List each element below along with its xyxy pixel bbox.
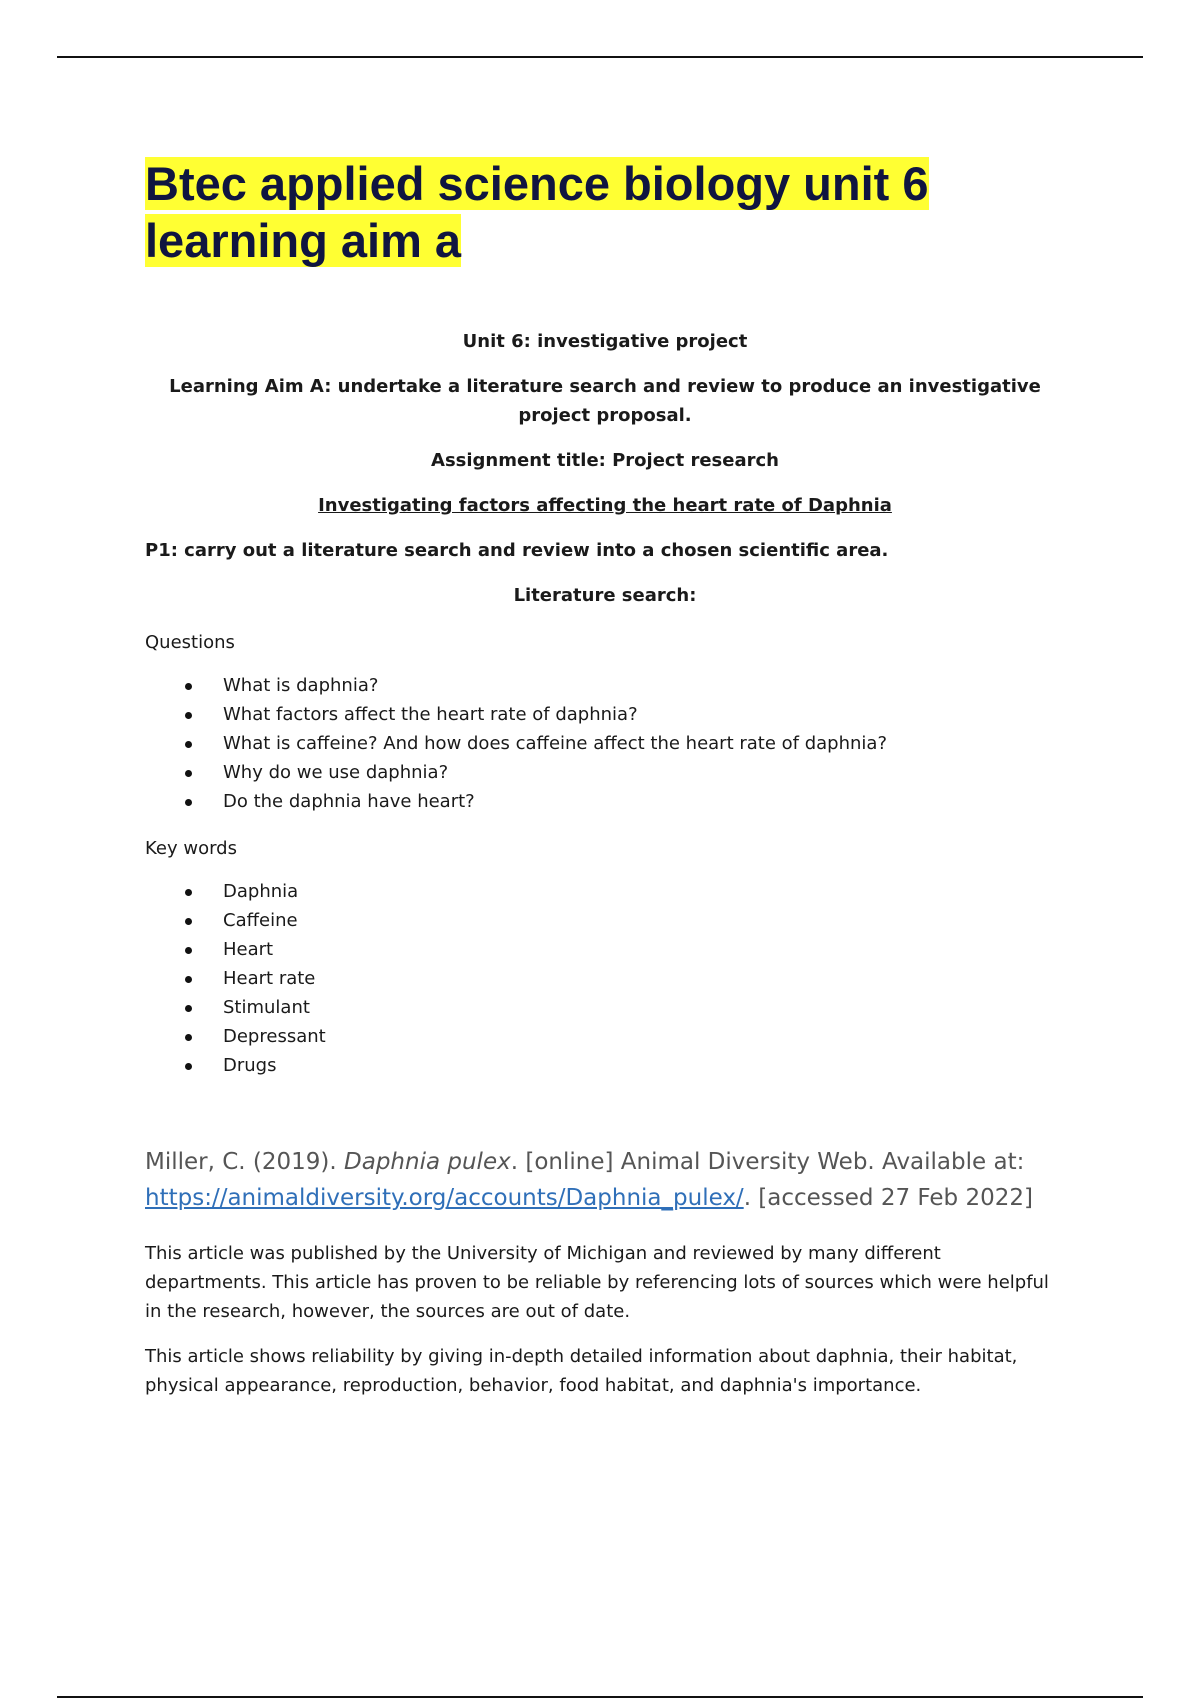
learning-aim: Learning Aim A: undertake a literature search and review to produce an investigative project proposal.: [169, 376, 1041, 426]
list-item: [145, 906, 1065, 935]
document-title-text: Btec applied science biology unit 6 learning aim a: [145, 157, 929, 267]
list-item: [145, 700, 1065, 729]
bullet-icon: [185, 889, 192, 896]
question-text: Do the daphnia have heart?: [223, 791, 475, 812]
bullet-icon: [185, 1005, 192, 1012]
key-word-text: Heart rate: [223, 968, 316, 989]
bullet-icon: [185, 741, 192, 748]
reference-author-year: Miller, C. (2019).: [145, 1149, 345, 1175]
document-title: [145, 155, 1065, 269]
footer-rule: [57, 1696, 1143, 1698]
bullet-icon: [185, 683, 192, 690]
key-words-label: Key words: [145, 838, 237, 859]
investigation-title: Investigating factors affecting the heart rate of Daphnia: [318, 495, 892, 516]
reference-source: . [online] Animal Diversity Web. Available at:: [510, 1149, 1025, 1175]
header-rule: [57, 56, 1143, 58]
bullet-icon: [185, 1034, 192, 1041]
list-item: [145, 1051, 1065, 1080]
reference-citation: [145, 1144, 1065, 1216]
bullet-icon: [185, 976, 192, 983]
questions-label: Questions: [145, 632, 235, 653]
reference-work-title: Daphnia pulex: [344, 1149, 511, 1175]
question-text: What factors affect the heart rate of daphnia?: [223, 704, 638, 725]
list-item: [145, 993, 1065, 1022]
reference-link[interactable]: https://animaldiversity.org/accounts/Daphnia_pulex/: [145, 1185, 744, 1211]
p1-criterion: P1: carry out a literature search and review into a chosen scientific area.: [145, 540, 889, 561]
questions-list: [145, 671, 1065, 816]
list-item: [145, 935, 1065, 964]
bullet-icon: [185, 799, 192, 806]
bullet-icon: [185, 1063, 192, 1070]
bullet-icon: [185, 712, 192, 719]
question-text: What is caffeine? And how does caffeine affect the heart rate of daphnia?: [223, 733, 888, 754]
key-word-text: Heart: [223, 939, 274, 960]
unit-heading: Unit 6: investigative project: [462, 331, 748, 352]
list-item: [145, 758, 1065, 787]
key-word-text: Stimulant: [223, 997, 310, 1018]
list-item: [145, 964, 1065, 993]
key-word-text: Caffeine: [223, 910, 298, 931]
literature-search-heading: Literature search:: [513, 585, 697, 606]
reference-accessed: . [accessed 27 Feb 2022]: [743, 1185, 1033, 1211]
assignment-title: Assignment title: Project research: [431, 450, 779, 471]
key-word-text: Daphnia: [223, 881, 299, 902]
bullet-icon: [185, 947, 192, 954]
key-word-text: Drugs: [223, 1055, 277, 1076]
bullet-icon: [185, 770, 192, 777]
question-text: Why do we use daphnia?: [223, 762, 449, 783]
question-text: What is daphnia?: [223, 675, 379, 696]
list-item: [145, 1022, 1065, 1051]
list-item: [145, 729, 1065, 758]
key-words-list: [145, 877, 1065, 1080]
evaluation-paragraph: This article was published by the University of Michigan and reviewed by many different departments. This article has proven to be reliable by referencing lots of sources which were helpful in the research, however, the sources are out of date.: [145, 1243, 1049, 1322]
document-body: [145, 155, 1065, 1400]
key-word-text: Depressant: [223, 1026, 326, 1047]
bullet-icon: [185, 918, 192, 925]
list-item: [145, 787, 1065, 816]
evaluation-paragraph: This article shows reliability by giving in-depth detailed information about daphnia, their habitat, physical appearance, reproduction, behavior, food habitat, and daphnia's importance.: [145, 1346, 1018, 1396]
list-item: [145, 671, 1065, 700]
list-item: [145, 877, 1065, 906]
